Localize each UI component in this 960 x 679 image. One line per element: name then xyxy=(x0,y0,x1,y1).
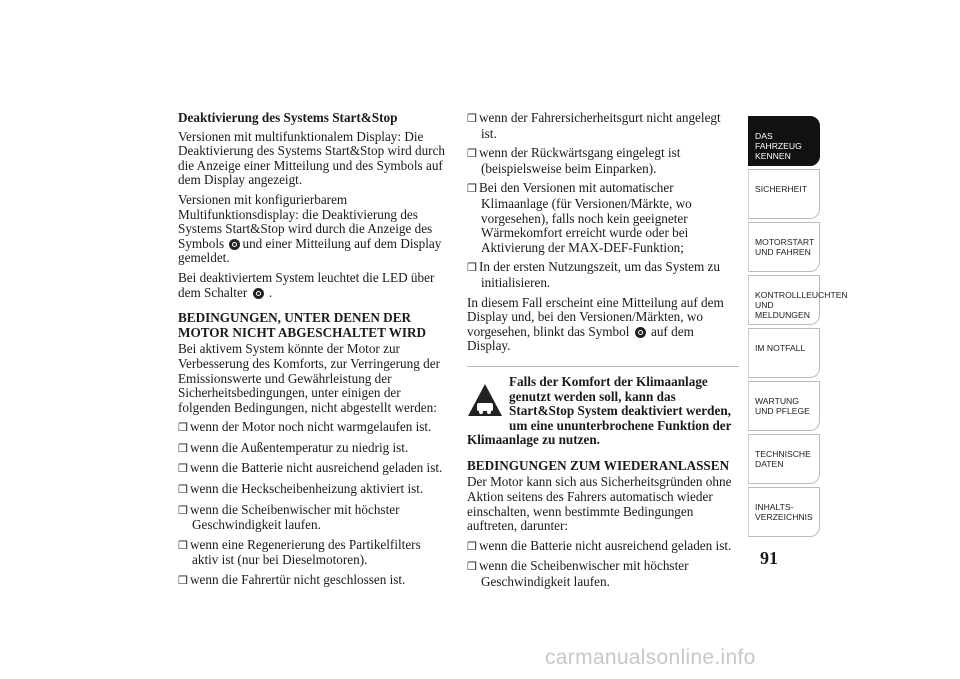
text: . xyxy=(268,284,273,300)
list-item-text: In der ersten Nutzungszeit, um das System zu initialisieren. xyxy=(479,259,720,290)
list-item-text: wenn der Rückwärtsgang eingelegt ist (beispielsweise beim Einparken). xyxy=(479,145,681,176)
list-item-text: wenn eine Regenerierung des Partikelfilters aktiv ist (nur bei Dieselmotoren). xyxy=(190,536,421,568)
paragraph: Bei aktivem System könnte der Motor zur Verbesserung des Komforts, zur Verringerung der Emissionswerte und Gewährleistung der Sicherheitsbedingungen, unter einigen der folgenden Bedingungen, nicht abgestellt werden: xyxy=(178,341,440,415)
checkbox-bullet-icon: ❒ xyxy=(178,575,188,588)
chapter-tab[interactable]: WARTUNG UND PFLEGE xyxy=(748,381,820,431)
right-column xyxy=(467,111,739,595)
list-item xyxy=(467,181,739,255)
list-item-text: wenn der Fahrersicherheitsgurt nicht angelegt ist. xyxy=(479,110,721,141)
chapter-tab[interactable]: TECHNISCHE DATEN xyxy=(748,434,820,484)
page-number: 91 xyxy=(760,548,778,568)
text: In diesem Fall erscheint eine Mitteilung auf dem Display und, bei den Versionen/Märkten, wo vorgesehen, blinkt das Symbol xyxy=(467,294,724,339)
list-item xyxy=(178,441,450,457)
warning-box xyxy=(467,366,739,448)
bullet-list xyxy=(467,539,739,590)
chapter-tab[interactable]: MOTORSTART UND FAHREN xyxy=(748,222,820,272)
watermark: carmanualsonline.info xyxy=(545,646,756,669)
paragraph: Der Motor kann sich aus Sicherheitsgründen ohne Aktion seitens des Fahrers automatisch wieder einschalten, wenn bestimmte Bedingungen auftreten, darunter: xyxy=(467,474,732,534)
checkbox-bullet-icon: ❒ xyxy=(467,113,477,125)
list-item xyxy=(467,111,739,141)
checkbox-bullet-icon: ❒ xyxy=(178,442,188,455)
warning-text: Falls der Komfort der Klimaanlage genutzt werden soll, kann das Start&Stop System deaktiviert werden, um eine ununterbrochene Funktion der Klimaanlage zu nutzen. xyxy=(467,373,732,448)
list-item-text: wenn die Scheibenwischer mit höchster Geschwindigkeit laufen. xyxy=(190,501,400,533)
list-item xyxy=(178,538,450,568)
switch-symbol-icon xyxy=(253,288,264,299)
list-item-text: wenn die Außentemperatur zu niedrig ist. xyxy=(190,439,409,455)
left-column xyxy=(178,111,450,594)
section-heading: Deaktivierung des Systems Start&Stop xyxy=(178,110,398,125)
chapter-tab[interactable]: IM NOTFALL xyxy=(748,328,820,378)
list-item xyxy=(178,461,450,477)
checkbox-bullet-icon: ❒ xyxy=(467,540,477,553)
list-item xyxy=(178,503,450,533)
list-item xyxy=(178,482,450,498)
checkbox-bullet-icon: ❒ xyxy=(467,148,477,161)
text: Versionen mit konfigurierbarem Multifunktionsdisplay: die Deaktivierung des Systems Start&Stop wird durch die Anzeige des Symbols xyxy=(178,191,433,251)
section-heading: BEDINGUNGEN, UNTER DENEN DER MOTOR NICHT ABGESCHALTET WIRD xyxy=(178,310,427,340)
list-item-text: wenn die Scheibenwischer mit höchster Geschwindigkeit laufen. xyxy=(479,558,689,590)
list-item xyxy=(467,146,739,176)
chapter-tab[interactable]: KONTROLLLEUCHTEN UND MELDUNGEN xyxy=(748,275,820,325)
text: Bei deaktiviertem System leuchtet die LED über dem Schalter xyxy=(178,269,435,300)
chapter-tab[interactable]: INHALTS-VERZEICHNIS xyxy=(748,487,820,537)
checkbox-bullet-icon: ❒ xyxy=(467,183,477,196)
section-heading: BEDINGUNGEN ZUM WIEDERANLASSEN xyxy=(467,457,730,473)
list-item-text: wenn die Batterie nicht ausreichend geladen ist. xyxy=(190,460,443,476)
paragraph: Versionen mit multifunktionalem Display: Die Deaktivierung des Systems Start&Stop wird durch die Anzeige einer Mitteilung und des Symbols auf dem Display angezeigt. xyxy=(178,128,446,188)
list-item-text: wenn der Motor noch nicht warmgelaufen ist. xyxy=(190,419,432,435)
chapter-tab[interactable]: SICHERHEIT xyxy=(748,169,820,219)
start-stop-symbol-icon xyxy=(229,239,240,250)
checkbox-bullet-icon: ❒ xyxy=(467,262,477,275)
checkbox-bullet-icon: ❒ xyxy=(178,422,188,435)
list-item xyxy=(467,559,739,589)
paragraph xyxy=(178,193,450,266)
chapter-sidebar xyxy=(748,116,848,540)
checkbox-bullet-icon: ❒ xyxy=(178,504,188,517)
paragraph xyxy=(467,296,739,354)
warning-triangle-icon xyxy=(467,383,503,417)
checkbox-bullet-icon: ❒ xyxy=(467,561,477,574)
text: und einer Mitteilung auf dem Display gemeldet. xyxy=(178,235,442,266)
chapter-tab[interactable]: DAS FAHRZEUG KENNEN xyxy=(748,116,820,166)
list-item-text: Bei den Versionen mit automatischer Klimaanlage (für Versionen/Märkte, wo vorgesehen), falls noch kein geeigneter Wärmekomfort erreicht wurde oder bei Aktivierung der MAX-DEF-Funktion; xyxy=(479,180,692,255)
list-item xyxy=(178,420,450,436)
checkbox-bullet-icon: ❒ xyxy=(178,463,188,476)
list-item-text: wenn die Heckscheibenheizung aktiviert ist. xyxy=(190,481,424,497)
list-item-text: wenn die Fahrertür nicht geschlossen ist. xyxy=(190,572,406,588)
start-stop-symbol-icon xyxy=(635,327,646,338)
checkbox-bullet-icon: ❒ xyxy=(178,484,188,497)
bullet-list xyxy=(467,111,739,291)
bullet-list xyxy=(178,420,450,588)
checkbox-bullet-icon: ❒ xyxy=(178,539,188,552)
list-item-text: wenn die Batterie nicht ausreichend geladen ist. xyxy=(479,537,732,553)
text: auf dem Display. xyxy=(467,323,694,354)
list-item xyxy=(467,260,739,290)
list-item xyxy=(178,573,450,589)
paragraph xyxy=(178,271,450,300)
list-item xyxy=(467,539,739,555)
